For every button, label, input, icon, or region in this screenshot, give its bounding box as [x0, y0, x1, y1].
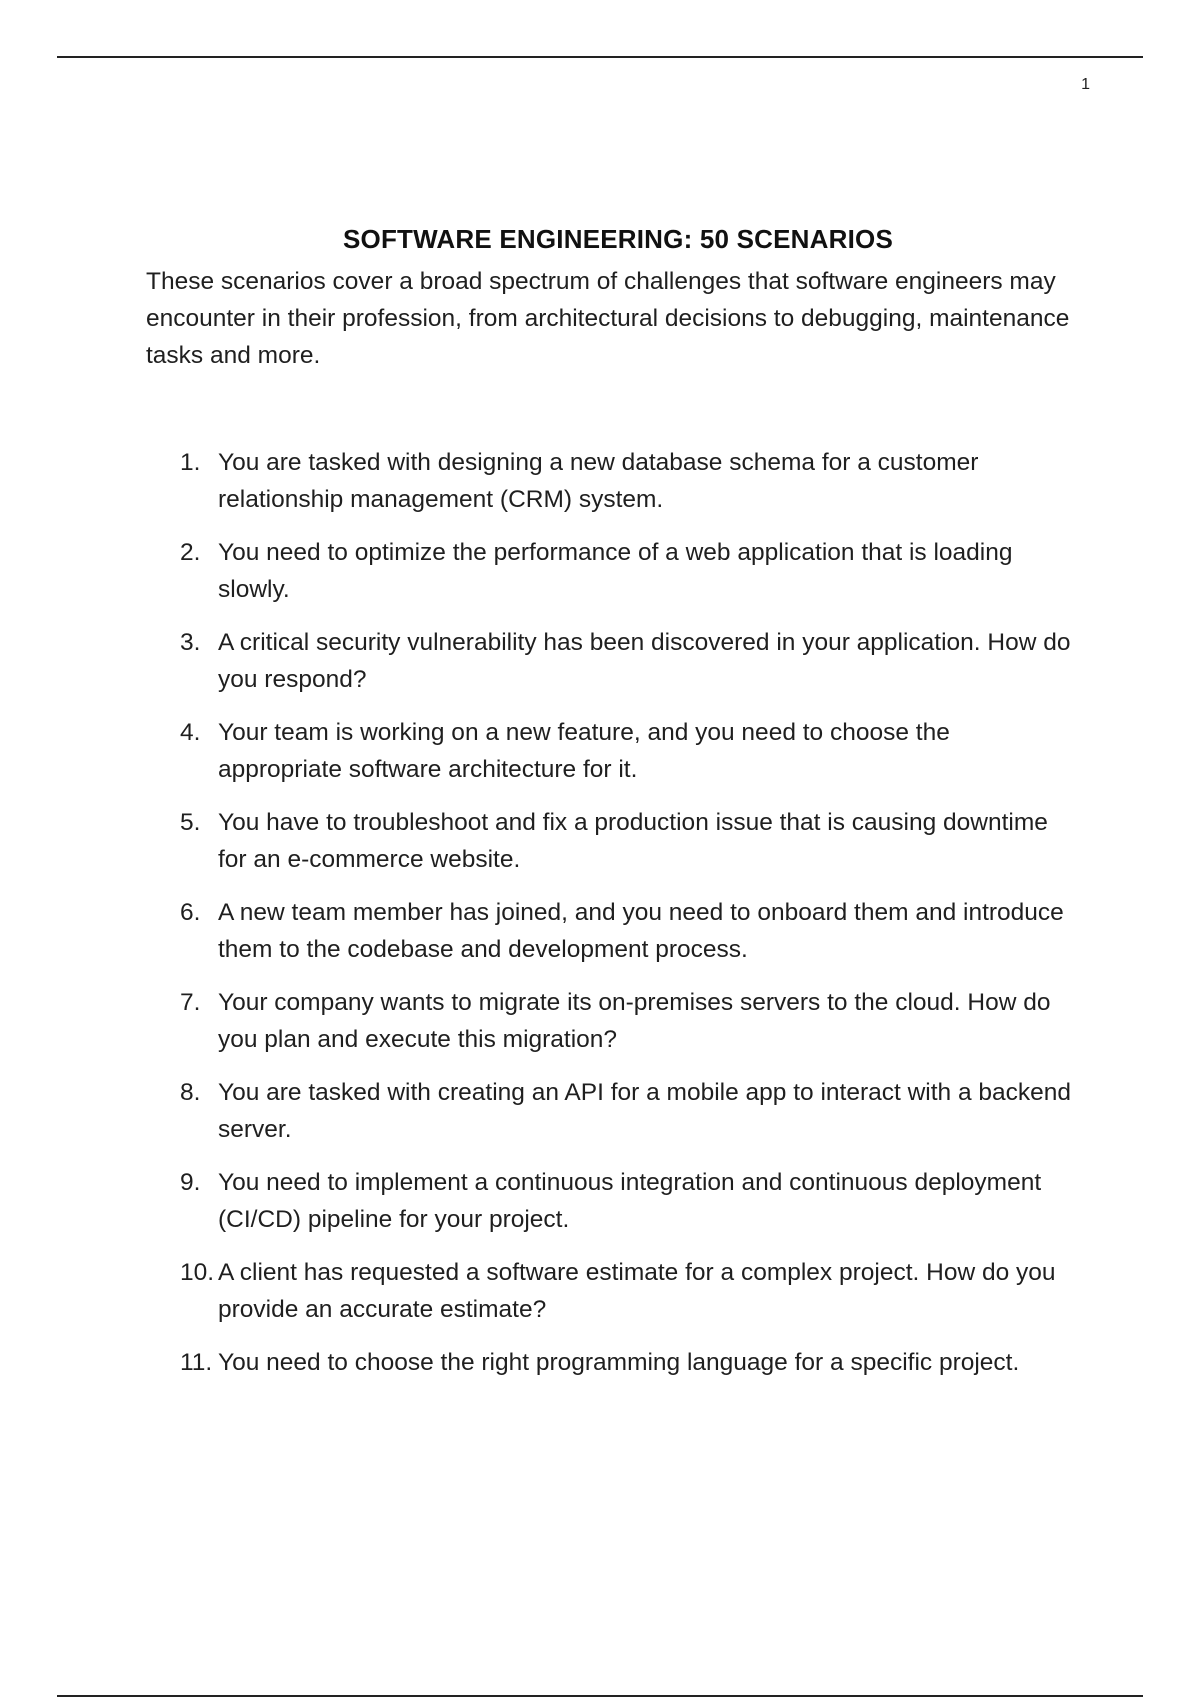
scenario-text: A new team member has joined, and you need to onboard them and introduce them to the codebase and development process.: [218, 899, 1064, 963]
scenario-item: [180, 534, 1080, 608]
intro-paragraph: These scenarios cover a broad spectrum of challenges that software engineers may encounter in their profession, from architectural decisions to debugging, maintenance tasks and more.: [146, 268, 1070, 369]
scenario-item: [180, 1344, 1080, 1381]
scenario-number: 7.: [180, 989, 201, 1016]
scenario-text: You are tasked with creating an API for a mobile app to interact with a backend server.: [218, 1079, 1072, 1143]
scenario-text: You are tasked with designing a new database schema for a customer relationship management (CRM) system.: [218, 449, 979, 513]
footer-rule: [57, 1695, 1143, 1697]
scenario-text: Your company wants to migrate its on-premises servers to the cloud. How do you plan and execute this migration?: [218, 989, 1051, 1053]
scenario-item: [180, 1254, 1080, 1328]
scenario-text: Your team is working on a new feature, and you need to choose the appropriate software architecture for it.: [218, 719, 950, 783]
scenario-text: You need to optimize the performance of a web application that is loading slowly.: [218, 539, 1013, 603]
scenario-list: [180, 444, 1080, 1397]
scenario-item: [180, 624, 1080, 698]
scenario-item: [180, 714, 1080, 788]
scenario-text: You have to troubleshoot and fix a production issue that is causing downtime for an e-commerce website.: [218, 809, 1048, 873]
scenario-text: A client has requested a software estimate for a complex project. How do you provide an accurate estimate?: [218, 1259, 1056, 1323]
scenario-item: [180, 984, 1080, 1058]
header-rule: [57, 56, 1143, 58]
scenario-number: 2.: [180, 539, 201, 566]
page-number: 1: [1081, 76, 1090, 93]
scenario-item: [180, 804, 1080, 878]
scenario-number: 5.: [180, 809, 201, 836]
document-title: SOFTWARE ENGINEERING: 50 SCENARIOS: [343, 224, 893, 255]
scenario-item: [180, 1164, 1080, 1238]
scenario-number: 9.: [180, 1169, 201, 1196]
scenario-number: 6.: [180, 899, 201, 926]
scenario-number: 3.: [180, 629, 201, 656]
scenario-text: A critical security vulnerability has been discovered in your application. How do you respond?: [218, 629, 1071, 693]
scenario-text: You need to choose the right programming language for a specific project.: [218, 1349, 1020, 1376]
scenario-number: 8.: [180, 1079, 201, 1106]
scenario-item: [180, 444, 1080, 518]
scenario-number: 4.: [180, 719, 201, 746]
scenario-number: 11.: [180, 1349, 213, 1376]
scenario-number: 1.: [180, 449, 201, 476]
scenario-text: You need to implement a continuous integration and continuous deployment (CI/CD) pipeline for your project.: [218, 1169, 1042, 1233]
scenario-item: [180, 894, 1080, 968]
scenario-number: 10.: [180, 1259, 215, 1286]
scenario-item: [180, 1074, 1080, 1148]
